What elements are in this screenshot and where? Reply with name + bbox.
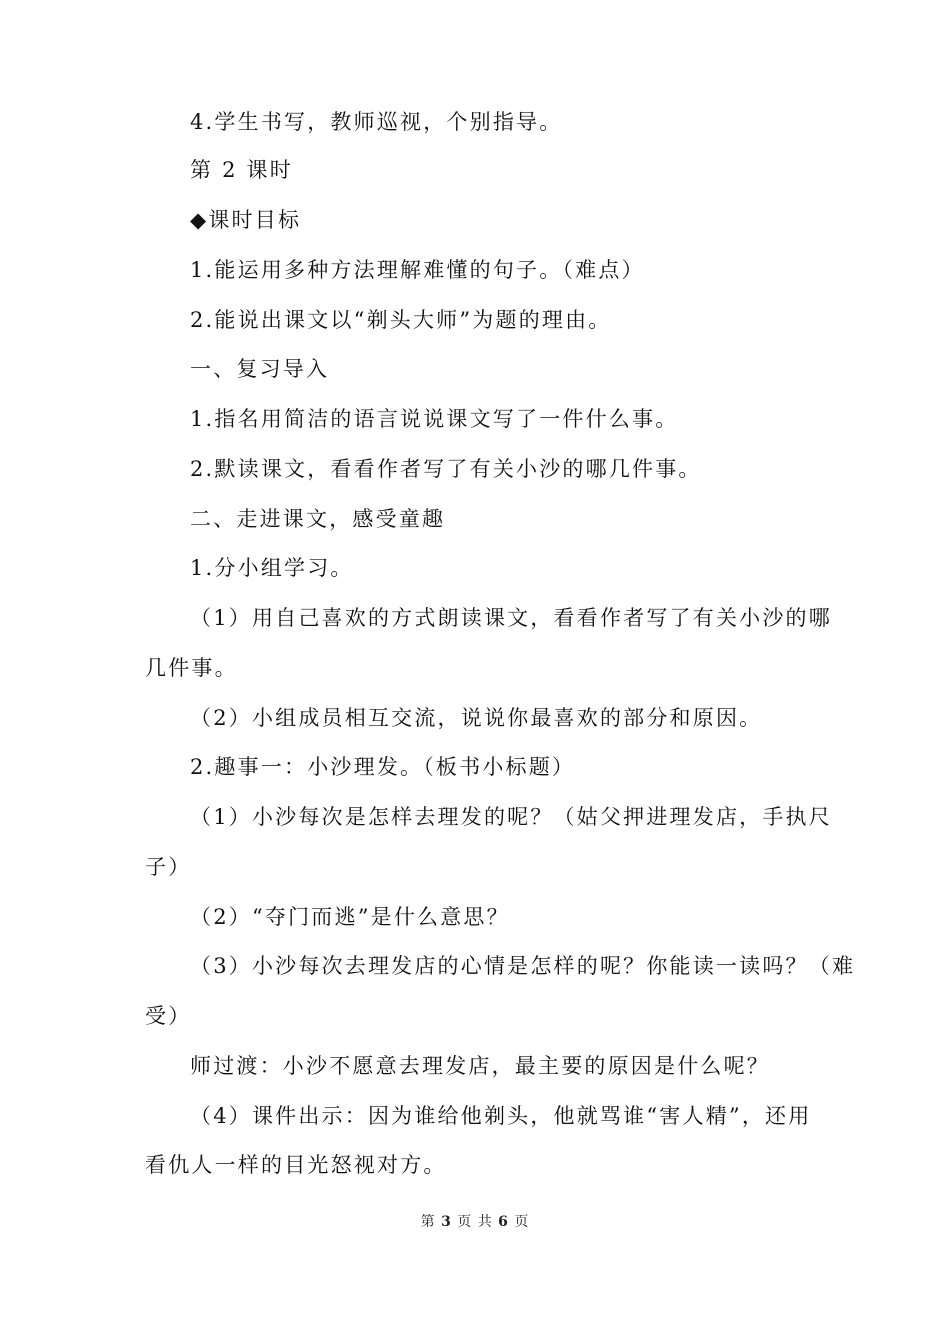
footer-total-pages: 6 [498,1214,509,1230]
text-line-22: 看仇人一样的目光怒视对方。 [145,1153,447,1177]
page-footer [0,1212,950,1232]
text-line-9: 二、走进课文，感受童趣 [190,507,446,531]
text-line-4: 1.能运用多种方法理解难懂的句子。（难点） [190,258,645,282]
text-line-15: （1）小沙每次是怎样去理发的呢？（姑父押进理发店，手执尺 [190,805,832,829]
text-line-5: 2.能说出课文以“剃头大师”为题的理由。 [190,308,612,332]
text-line-7: 1.指名用简洁的语言说说课文写了一件什么事。 [190,407,679,431]
footer-prefix: 第 [420,1214,436,1230]
text-line-20: 师过渡：小沙不愿意去理发店，最主要的原因是什么呢？ [190,1054,770,1078]
text-line-3: ◆课时目标 [190,208,302,232]
footer-middle: 页 共 [457,1214,493,1230]
text-line-16: 子） [145,855,192,879]
footer-current-page: 3 [441,1214,452,1230]
text-line-1: 4.学生书写，教师巡视，个别指导。 [190,110,563,134]
text-line-2: 第 2 课时 [190,158,293,182]
text-line-21: （4）课件出示：因为谁给他剃头，他就骂谁“害人精”，还用 [190,1104,812,1128]
text-line-12: 几件事。 [145,656,238,680]
text-line-17: （2）“夺门而逃”是什么意思？ [190,905,510,929]
text-line-6: 一、复习导入 [190,357,330,381]
text-line-14: 2.趣事一：小沙理发。（板书小标题） [190,755,576,779]
text-line-18: （3）小沙每次去理发店的心情是怎样的呢？你能读一读吗？（难 [190,954,856,978]
text-line-19: 受） [145,1004,192,1028]
text-line-13: （2）小组成员相互交流，说说你最喜欢的部分和原因。 [190,706,763,730]
text-line-11: （1）用自己喜欢的方式朗读课文，看看作者写了有关小沙的哪 [190,606,832,630]
text-line-10: 1.分小组学习。 [190,556,354,580]
text-line-8: 2.默读课文，看看作者写了有关小沙的哪几件事。 [190,457,702,481]
footer-suffix: 页 [514,1214,530,1230]
